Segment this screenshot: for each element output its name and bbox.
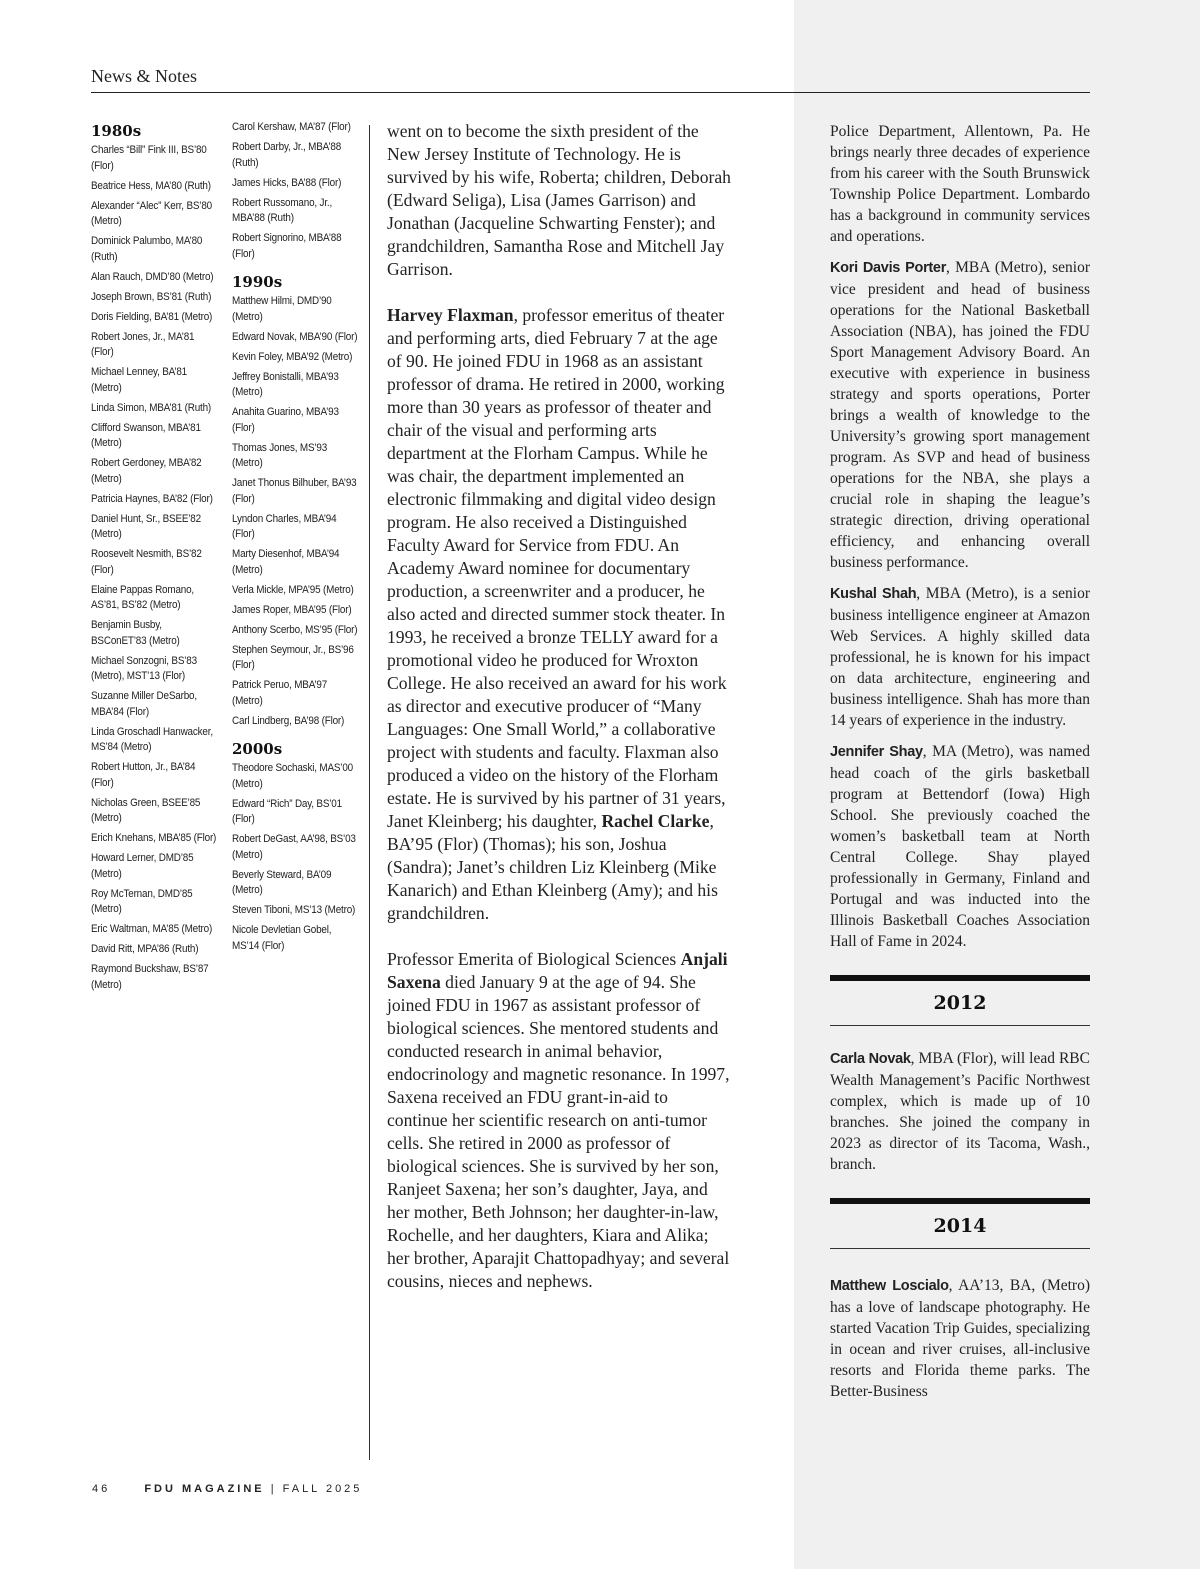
year-label: 2012 (933, 992, 987, 1014)
memoriam-entry: Charles “Bill” Fink III, BS’80 (Flor) (91, 144, 207, 172)
memoriam-entry: Erich Knehans, MBA’85 (Flor) (91, 832, 217, 844)
memoriam-entry: Robert Russomano, Jr., MBA’88 (Ruth) (232, 196, 333, 224)
obituary-paragraph: Harvey Flaxman, professor emeritus of theater and performing arts, died February 7 at the age of 90. He joined FDU in 1968 as an assistant professor of drama. He retired in 2000, working more than 30 years as professor of theater and chair of the visual and performing arts department at the Florham Campus. While he was chair, the department implemented an electronic filmmaking and digital video design program. He also received a Distinguished Faculty Award for Service from FDU. An Academy Award nominee for documentary production, a screenwriter and a producer, he also acted and directed summer stock theater. In 1993, he received a bronze TELLY award for a promotional video he produced for Wroxton College. He also received an award for his work as director and executive producer of “Many Languages: One Small World,” a collaborative project with students and faculty. Flaxman also produced a video on the history of the Florham estate. He is survived by his partner of 31 years, Janet Kleinberg; his daughter, Rachel Clarke, BA’95 (Flor) (Thomas); his son, Joshua (Sandra); Janet’s children Liz Kleinberg (Mike Kanarich) and Ethan Kleinberg (Amy); and his grandchildren. (387, 305, 727, 923)
memoriam-entry: Linda Simon, MBA’81 (Ruth) (91, 401, 212, 414)
class-note: Carla Novak, MBA (Flor), will lead RBC Wealth Management’s Pacific Northwest complex, which is made up of 10 branches. She joined the company in 2023 as director of its Tacoma, Wash., branch. (830, 1050, 1090, 1173)
obituary-name: Rachel Clarke (601, 811, 710, 831)
memoriam-entry: Daniel Hunt, Sr., BSEE’82 (Metro) (91, 512, 201, 540)
memoriam-entry: Benjamin Busby, BSConET’83 (Metro) (91, 619, 180, 647)
page-footer (92, 1483, 362, 1495)
memoriam-entries-1990s (232, 294, 364, 729)
memoriam-list-col1 (91, 120, 221, 998)
memoriam-entry: Theodore Sochaski, MAS’00 (Metro) (232, 762, 353, 790)
memoriam-entry: Robert Hutton, Jr., BA’84 (Flor) (91, 761, 196, 789)
memoriam-entry: Robert Jones, Jr., MA’81 (Flor) (91, 330, 195, 358)
decade-heading-1990s: 1990s (232, 273, 283, 291)
class-note: Kori Davis Porter, MBA (Metro), senior vice president and head of business operations for the National Basketball Association (NBA), has joined the FDU Sport Management Advisory Board. An executive with experience in business strategy and sports operations, Porter brings a wealth of knowledge to the University’s growing sport management program. As SVP and head of business operations for the NBA, she plays a crucial role in shaping the league’s strategic direction, driving operational efficiency, and enhancing overall business performance. (830, 259, 1090, 571)
year-heading-2014 (830, 1198, 1090, 1249)
memoriam-entry: Eric Waltman, MA’85 (Metro) (91, 923, 213, 935)
memoriam-entry: Thomas Jones, MS’93 (Metro) (232, 441, 328, 469)
memoriam-entry: Roosevelt Nesmith, BS’82 (Flor) (91, 548, 202, 576)
memoriam-entry: Lyndon Charles, MBA’94 (Flor) (232, 512, 337, 540)
year-heading-2012 (830, 975, 1090, 1026)
memoriam-entry: Linda Groschadl Hanwacker, MS’84 (Metro) (91, 725, 213, 753)
memoriam-entry: Robert Gerdoney, MBA’82 (Metro) (91, 457, 202, 485)
memoriam-entry: Raymond Buckshaw, BS’87 (Metro) (91, 963, 209, 991)
obituary-paragraph: went on to become the sixth president of the New Jersey Institute of Technology. He is survived by his wife, Roberta; children, Deborah (Edward Seliga), Lisa (James Garrison) and Jonathan (Jacqueline Schwarting Fenster); and grandchildren, Samantha Rose and Mitchell Jay Garrison. (387, 121, 731, 279)
memoriam-entry: Beatrice Hess, MA’80 (Ruth) (91, 179, 211, 192)
class-notes-column (830, 121, 1090, 1412)
memoriam-entry: Carl Lindberg, BA’98 (Flor) (232, 714, 345, 727)
section-title: News & Notes (91, 66, 197, 86)
alumni-name: Kushal Shah (830, 586, 917, 602)
obituary-name: Harvey Flaxman (387, 305, 514, 325)
decade-heading-1980s: 1980s (91, 122, 142, 140)
memoriam-entry: Matthew Hilmi, DMD’90 (Metro) (232, 295, 332, 323)
memoriam-entry: Dominick Palumbo, MA’80 (Ruth) (91, 235, 203, 263)
memoriam-entry: Patrick Peruo, MBA’97 (Metro) (232, 679, 328, 707)
memoriam-entry: Joseph Brown, BS’81 (Ruth) (91, 290, 212, 303)
memoriam-entries-1980s (91, 143, 221, 993)
memoriam-entry: Marty Diesenhof, MBA’94 (Metro) (232, 548, 340, 576)
memoriam-entry: James Hicks, BA’88 (Flor) (232, 176, 342, 189)
memoriam-entry: Steven Tiboni, MS’13 (Metro) (232, 904, 356, 916)
magazine-title: FDU MAGAZINE (144, 1483, 265, 1495)
memoriam-entry: Doris Fielding, BA’81 (Metro) (91, 310, 213, 323)
memoriam-entry: Stephen Seymour, Jr., BS’96 (Flor) (232, 643, 354, 671)
memoriam-entry: Patricia Haynes, BA’82 (Flor) (91, 492, 213, 505)
alumni-name: Carla Novak (830, 1051, 911, 1067)
decade-heading-2000s: 2000s (232, 740, 283, 758)
alumni-name: Jennifer Shay (830, 744, 923, 760)
memoriam-entry: Elaine Pappas Romano, AS’81, BS’82 (Metro) (91, 583, 194, 611)
column-divider (369, 125, 370, 1460)
page-number: 46 (92, 1483, 111, 1495)
memoriam-entry: Beverly Steward, BA’09 (Metro) (232, 868, 332, 896)
obituary-column (387, 120, 732, 1316)
memoriam-entry: Jeffrey Bonistalli, MBA’93 (Metro) (232, 370, 339, 398)
memoriam-entry: Edward Novak, MBA’90 (Flor) (232, 330, 358, 343)
memoriam-entries-1980s-cont (232, 120, 364, 262)
class-note: Kushal Shah, MBA (Metro), is a senior business intelligence engineer at Amazon Web Services. A highly skilled data professional, he is known for his impact on data architecture, engineering and business intelligence. Shah has more than 14 years of experience in the industry. (830, 585, 1090, 729)
issue-label: | FALL 2025 (270, 1483, 363, 1495)
memoriam-entry: Michael Lenney, BA’81 (Metro) (91, 366, 188, 394)
alumni-name: Kori Davis Porter (830, 260, 947, 276)
memoriam-entry: Janet Thonus Bilhuber, BA’93 (Flor) (232, 477, 357, 505)
memoriam-entry: Nicole Devletian Gobel, MS’14 (Flor) (232, 924, 332, 952)
memoriam-entry: Robert DeGast, AA’98, BS’03 (Metro) (232, 833, 356, 861)
memoriam-entry: David Ritt, MPA’86 (Ruth) (91, 943, 199, 955)
class-note: Matthew Loscialo, AA’13, BA, (Metro) has a love of landscape photography. He started Vacation Trip Guides, specializing in ocean and river cruises, all-inclusive resorts and Florida theme parks. The Better-Business (830, 1277, 1090, 1400)
memoriam-entry: Anthony Scerbo, MS’95 (Flor) (232, 623, 358, 636)
memoriam-entry: Robert Signorino, MBA’88 (Flor) (232, 232, 342, 260)
memoriam-entry: Nicholas Green, BSEE’85 (Metro) (91, 796, 201, 824)
memoriam-list-col2 (232, 120, 364, 959)
obituary-paragraph: Professor Emerita of Biological Sciences Anjali Saxena died January 9 at the age of 94. She joined FDU in 1967 as assistant professor of biological sciences. She mentored students and conducted research in animal behavior, endocrinology and magnetic resonance. In 1997, Saxena received an FDU grant-in-aid to continue her scientific research on anti-tumor cells. She retired in 2000 as professor of biological sciences. She is survived by her son, Ranjeet Saxena; her son’s daughter, Jaya, and her mother, Beth Johnson; her daughter-in-law, Rochelle, and her daughters, Kiara and Alika; her brother, Aparajit Chattopadhyay; and several cousins, nieces and nephews. (387, 949, 730, 1291)
memoriam-entry: Robert Darby, Jr., MBA’88 (Ruth) (232, 141, 342, 169)
alumni-name: Matthew Loscialo (830, 1278, 949, 1294)
memoriam-entry: Suzanne Miller DeSarbo, MBA’84 (Flor) (91, 690, 197, 718)
memoriam-entry: Kevin Foley, MBA’92 (Metro) (232, 350, 353, 363)
obituary-name: Anjali Saxena (387, 949, 728, 992)
year-rule-thin (830, 1025, 1090, 1026)
memoriam-entry: Anahita Guarino, MBA’93 (Flor) (232, 406, 339, 434)
memoriam-entry: Howard Lerner, DMD’85 (Metro) (91, 852, 194, 880)
class-note: Jennifer Shay, MA (Metro), was named head coach of the girls basketball program at Bettendorf (Iowa) High School. She previously coached the women’s basketball team at North Central College. Shay played professionally in Germany, Finland and Portugal and was inducted into the Illinois Basketball Coaches Association Hall of Fame in 2024. (830, 743, 1090, 950)
memoriam-entries-2000s (232, 761, 364, 954)
memoriam-entry: Carol Kershaw, MA’87 (Flor) (232, 121, 351, 133)
memoriam-entry: Michael Sonzogni, BS’83 (Metro), MST’13 (Flor) (91, 654, 197, 682)
memoriam-entry: Verla Mickle, MPA’95 (Metro) (232, 583, 354, 596)
year-label: 2014 (933, 1215, 987, 1237)
memoriam-entry: Edward “Rich” Day, BS’01 (Flor) (232, 797, 342, 825)
header-rule (91, 92, 1090, 93)
memoriam-entry: Roy McTernan, DMD’85 (Metro) (91, 887, 193, 915)
year-rule-thin (830, 1248, 1090, 1249)
memoriam-entry: Alan Rauch, DMD’80 (Metro) (91, 270, 214, 283)
memoriam-entry: Alexander “Alec” Kerr, BS’80 (Metro) (91, 199, 212, 227)
memoriam-entry: James Roper, MBA’95 (Flor) (232, 603, 352, 616)
class-note: Police Department, Allentown, Pa. He brings nearly three decades of experience from his career with the South Brunswick Township Police Department. Lombardo has a background in community services and operations. (830, 123, 1090, 245)
memoriam-entry: Clifford Swanson, MBA’81 (Metro) (91, 421, 201, 449)
